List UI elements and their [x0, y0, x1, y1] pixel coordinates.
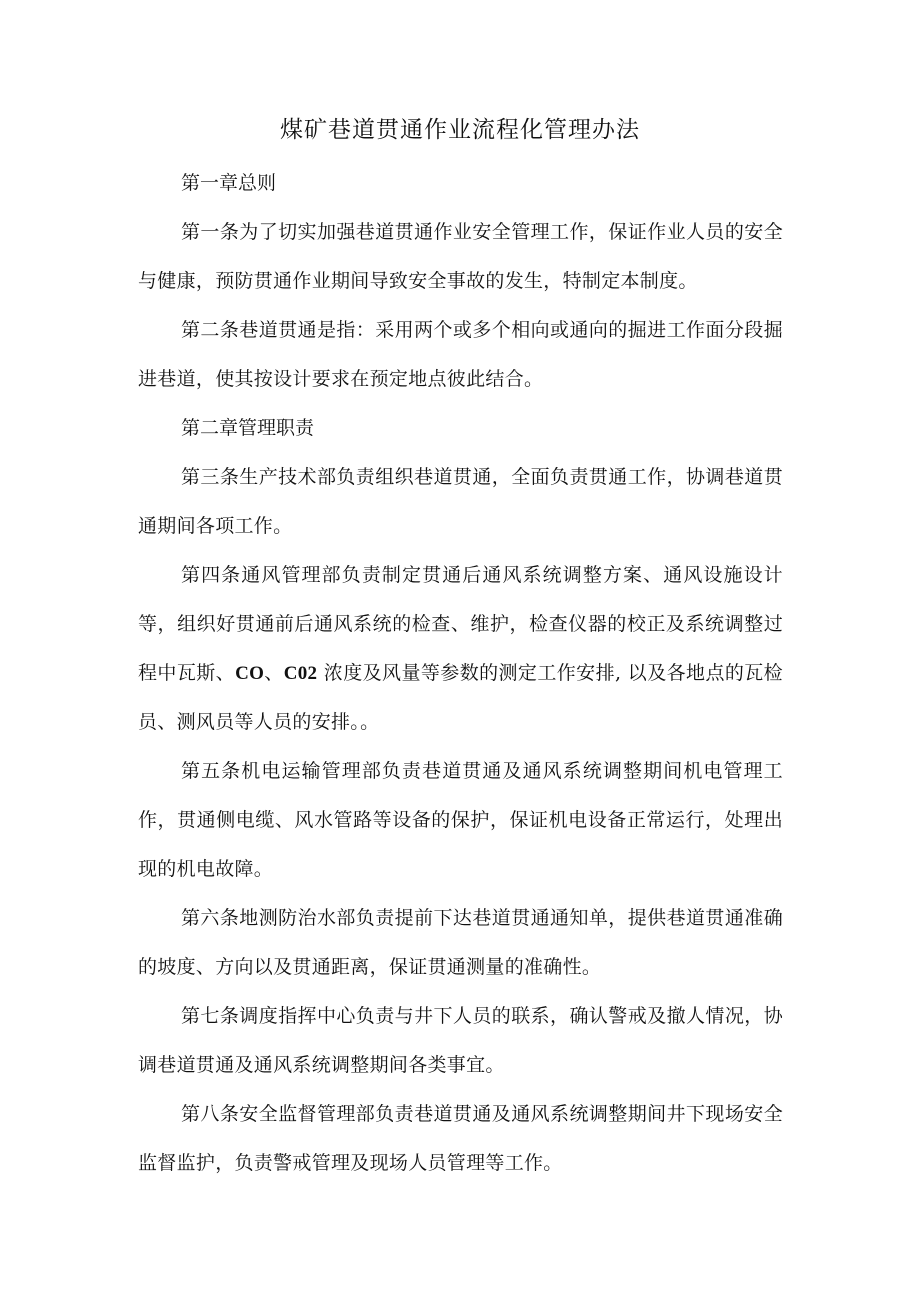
article-4-text-a: 第四条通风管理部负责制定贯通后通风系统调整方案、通风设施设计等，组织好贯通前后通风系统的检查、维护，检查仪器的校正及系统调整过程中瓦斯、: [138, 564, 783, 684]
article-1: 第一条为了切实加强巷道贯通作业安全管理工作，保证作业人员的安全与健康，预防贯通作业期间导致安全事故的发生，特制定本制度。: [138, 221, 783, 292]
article-4-text-b: 浓度及风量等参数的测定工作安排, 以及各地点的瓦检员、测风员等人员的安排。。: [138, 662, 783, 733]
chapter-heading-1: 第一章总则: [181, 172, 277, 194]
article-2: 第二条巷道贯通是指：采用两个或多个相向或通向的掘进工作面分段掘进巷道，使其按设计要求在预定地点彼此结合。: [138, 319, 783, 390]
article-6: 第六条地测防治水部负责提前下达巷道贯通通知单，提供巷道贯通准确的坡度、方向以及贯通距离，保证贯通测量的准确性。: [138, 907, 783, 978]
article-7: 第七条调度指挥中心负责与井下人员的联系，确认警戒及撤人情况，协调巷道贯通及通风系统调整期间各类事宜。: [138, 1005, 783, 1076]
article-4-co: CO: [235, 663, 265, 684]
document-title: 煤矿巷道贯通作业流程化管理办法: [280, 117, 640, 143]
document-body: [138, 159, 783, 1188]
article-4: [138, 551, 783, 747]
article-4-separator: 、: [264, 662, 284, 684]
article-5: 第五条机电运输管理部负责巷道贯通及通风系统调整期间机电管理工作，贯通侧电缆、风水管路等设备的保护，保证机电设备正常运行，处理出现的机电故障。: [138, 760, 783, 880]
article-4-co2: C02: [283, 663, 318, 684]
article-8: 第八条安全监督管理部负责巷道贯通及通风系统调整期间井下现场安全监督监护，负责警戒管理及现场人员管理等工作。: [138, 1103, 783, 1174]
article-3: 第三条生产技术部负责组织巷道贯通，全面负责贯通工作，协调巷道贯通期间各项工作。: [138, 466, 783, 537]
chapter-heading-2: 第二章管理职责: [181, 417, 315, 439]
